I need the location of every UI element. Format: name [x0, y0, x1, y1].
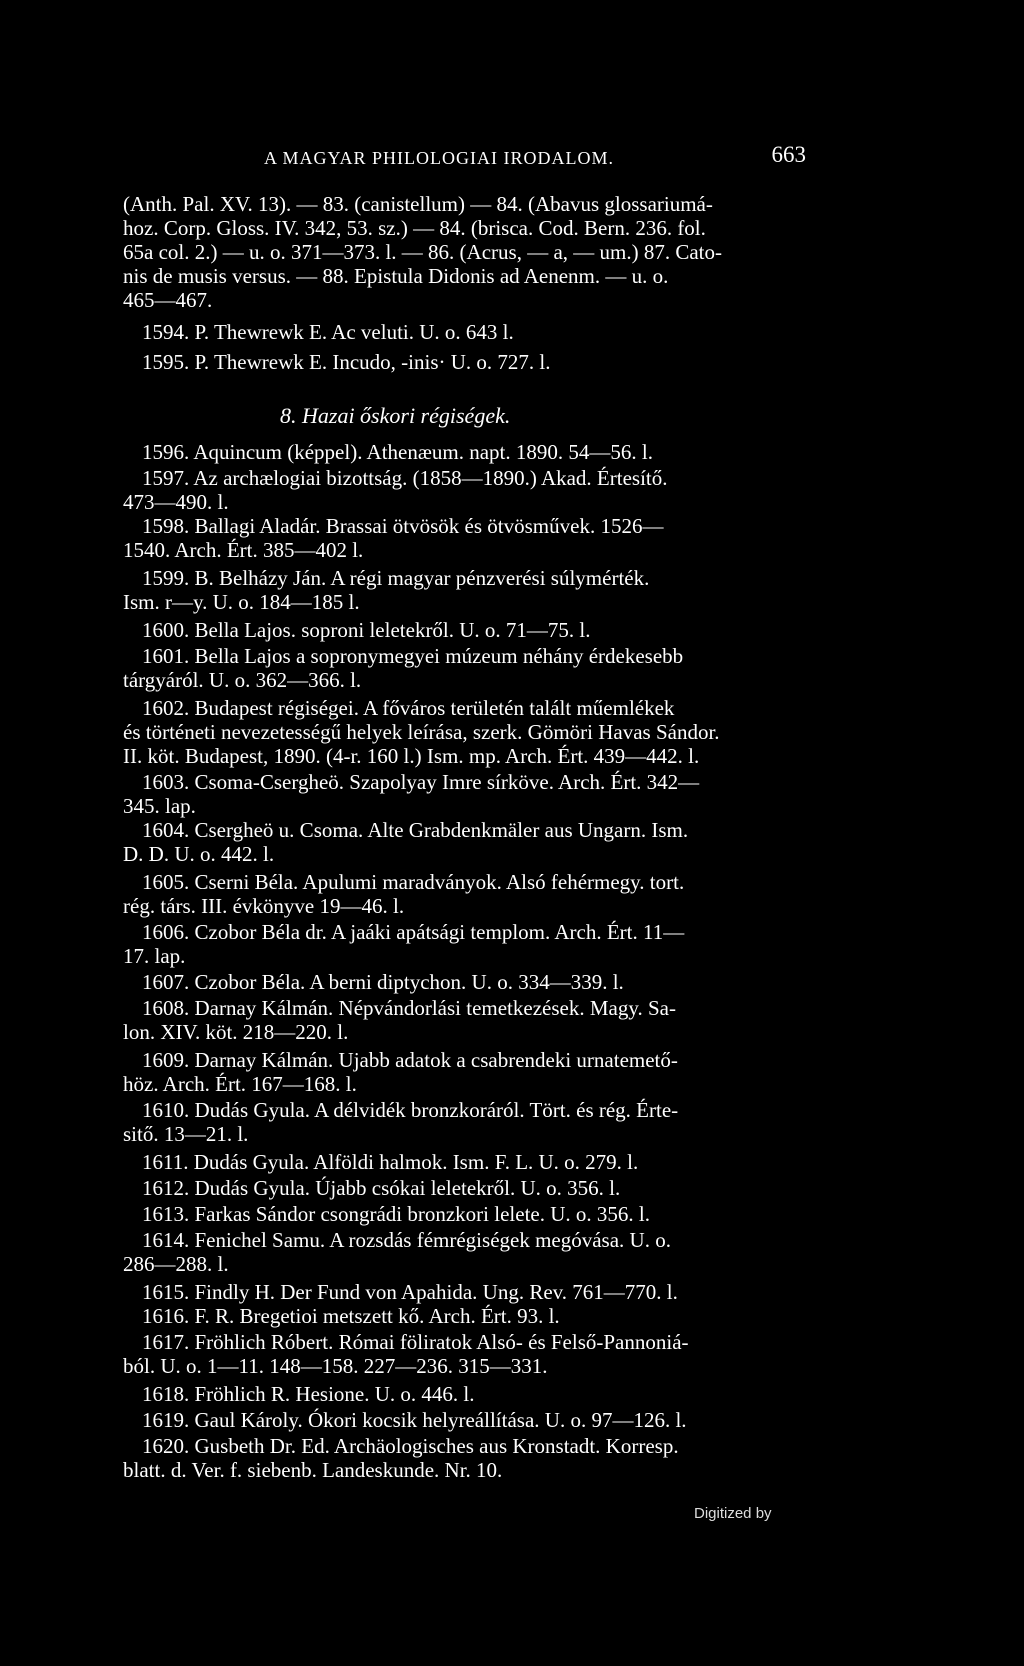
- text-line: 1616. F. R. Bregetioi metszett kő. Arch. Ért. 93. l.: [142, 1304, 560, 1328]
- running-header: [68, 142, 806, 176]
- text-line: tárgyáról. U. o. 362—366. l.: [123, 668, 362, 692]
- text-line: és történeti nevezetességű helyek leírása, szerk. Gömöri Havas Sándor.: [123, 720, 720, 744]
- text-line: 1613. Farkas Sándor csongrádi bronzkori lelete. U. o. 356. l.: [142, 1202, 650, 1226]
- text-line: 465—467.: [123, 288, 213, 312]
- text-line: 1596. Aquincum (képpel). Athenæum. napt. 1890. 54—56. l.: [142, 440, 653, 464]
- text-line: lon. XIV. köt. 218—220. l.: [123, 1020, 349, 1044]
- text-line: 1612. Dudás Gyula. Újabb csókai leletekről. U. o. 356. l.: [142, 1176, 621, 1200]
- text-line: 1603. Csoma-Csergheö. Szapolyay Imre sírköve. Arch. Ért. 342—: [142, 770, 700, 794]
- text-line: 1611. Dudás Gyula. Alföldi halmok. Ism. F. L. U. o. 279. l.: [142, 1150, 639, 1174]
- text-line: 1617. Fröhlich Róbert. Római föliratok Alsó- és Felső-Pannoniá-: [142, 1330, 689, 1354]
- text-line: rég. társ. III. évkönyve 19—46. l.: [123, 894, 405, 918]
- text-line: sitő. 13—21. l.: [123, 1122, 249, 1146]
- text-line: 1604. Csergheö u. Csoma. Alte Grabdenkmäler aus Ungarn. Ism.: [142, 818, 689, 842]
- text-line: 1619. Gaul Károly. Ókori kocsik helyreállítása. U. o. 97—126. l.: [142, 1408, 687, 1432]
- text-line: II. köt. Budapest, 1890. (4-r. 160 l.) Ism. mp. Arch. Ért. 439—442. l.: [123, 744, 700, 768]
- section-heading: 8. Hazai őskori régiségek.: [280, 403, 511, 428]
- text-line: 473—490. l.: [123, 490, 229, 514]
- text-line: 1597. Az archælogiai bizottság. (1858—1890.) Akad. Értesítő.: [142, 466, 668, 490]
- text-line: höz. Arch. Ért. 167—168. l.: [123, 1072, 357, 1096]
- text-line: 1598. Ballagi Aladár. Brassai ötvösök és ötvösművek. 1526—: [142, 514, 664, 538]
- text-line: 1600. Bella Lajos. soproni leletekről. U. o. 71—75. l.: [142, 618, 591, 642]
- text-line: 65a col. 2.) — u. o. 371—373. l. — 86. (Acrus, — a, — um.) 87. Cato-: [123, 240, 723, 264]
- text-line: 1618. Fröhlich R. Hesione. U. o. 446. l.: [142, 1382, 475, 1406]
- page-number: 663: [771, 142, 806, 167]
- text-line: 1620. Gusbeth Dr. Ed. Archäologisches aus Kronstadt. Korresp.: [142, 1434, 679, 1458]
- text-line: 1540. Arch. Ért. 385—402 l.: [123, 538, 364, 562]
- text-line: 1606. Czobor Béla dr. A jaáki apátsági templom. Arch. Ért. 11—: [142, 920, 685, 944]
- text-line: (Anth. Pal. XV. 13). — 83. (canistellum) — 84. (Abavus glossariumá-: [123, 192, 713, 216]
- text-line: 1594. P. Thewrewk E. Ac veluti. U. o. 643 l.: [142, 320, 514, 344]
- text-line: hoz. Corp. Gloss. IV. 342, 53. sz.) — 84. (brisca. Cod. Bern. 236. fol.: [123, 216, 706, 240]
- text-line: blatt. d. Ver. f. siebenb. Landeskunde. Nr. 10.: [123, 1458, 503, 1482]
- digitized-by-watermark: Digitized by: [694, 1505, 772, 1522]
- text-line: ból. U. o. 1—11. 148—158. 227—236. 315—331.: [123, 1354, 548, 1378]
- text-line: 1595. P. Thewrewk E. Incudo, -inis· U. o. 727. l.: [142, 350, 551, 374]
- text-line: D. D. U. o. 442. l.: [123, 842, 275, 866]
- text-line: 1607. Czobor Béla. A berni diptychon. U. o. 334—339. l.: [142, 970, 624, 994]
- running-title: A MAGYAR PHILOLOGIAI IRODALOM.: [264, 148, 614, 168]
- text-line: 1601. Bella Lajos a sopronymegyei múzeum néhány érdekesebb: [142, 644, 684, 668]
- text-line: 1610. Dudás Gyula. A délvidék bronzkoráról. Tört. és rég. Érte-: [142, 1098, 679, 1122]
- text-line: nis de musis versus. — 88. Epistula Didonis ad Aenenm. — u. o.: [123, 264, 669, 288]
- text-line: 1602. Budapest régiségei. A főváros területén talált műemlékek: [142, 696, 675, 720]
- text-line: Ism. r—y. U. o. 184—185 l.: [123, 590, 360, 614]
- text-line: 1608. Darnay Kálmán. Népvándorlási temetkezések. Magy. Sa-: [142, 996, 676, 1020]
- text-line: 1605. Cserni Béla. Apulumi maradványok. Alsó fehérmegy. tort.: [142, 870, 685, 894]
- text-line: 1609. Darnay Kálmán. Ujabb adatok a csabrendeki urnatemető-: [142, 1048, 678, 1072]
- text-line: 345. lap.: [123, 794, 196, 818]
- text-line: 286—288. l.: [123, 1252, 229, 1276]
- text-line: 1614. Fenichel Samu. A rozsdás fémrégiségek megóvása. U. o.: [142, 1228, 671, 1252]
- text-line: 1615. Findly H. Der Fund von Apahida. Ung. Rev. 761—770. l.: [142, 1280, 678, 1304]
- text-line: 1599. B. Belházy Ján. A régi magyar pénzverési súlymérték.: [142, 566, 650, 590]
- text-line: 17. lap.: [123, 944, 186, 968]
